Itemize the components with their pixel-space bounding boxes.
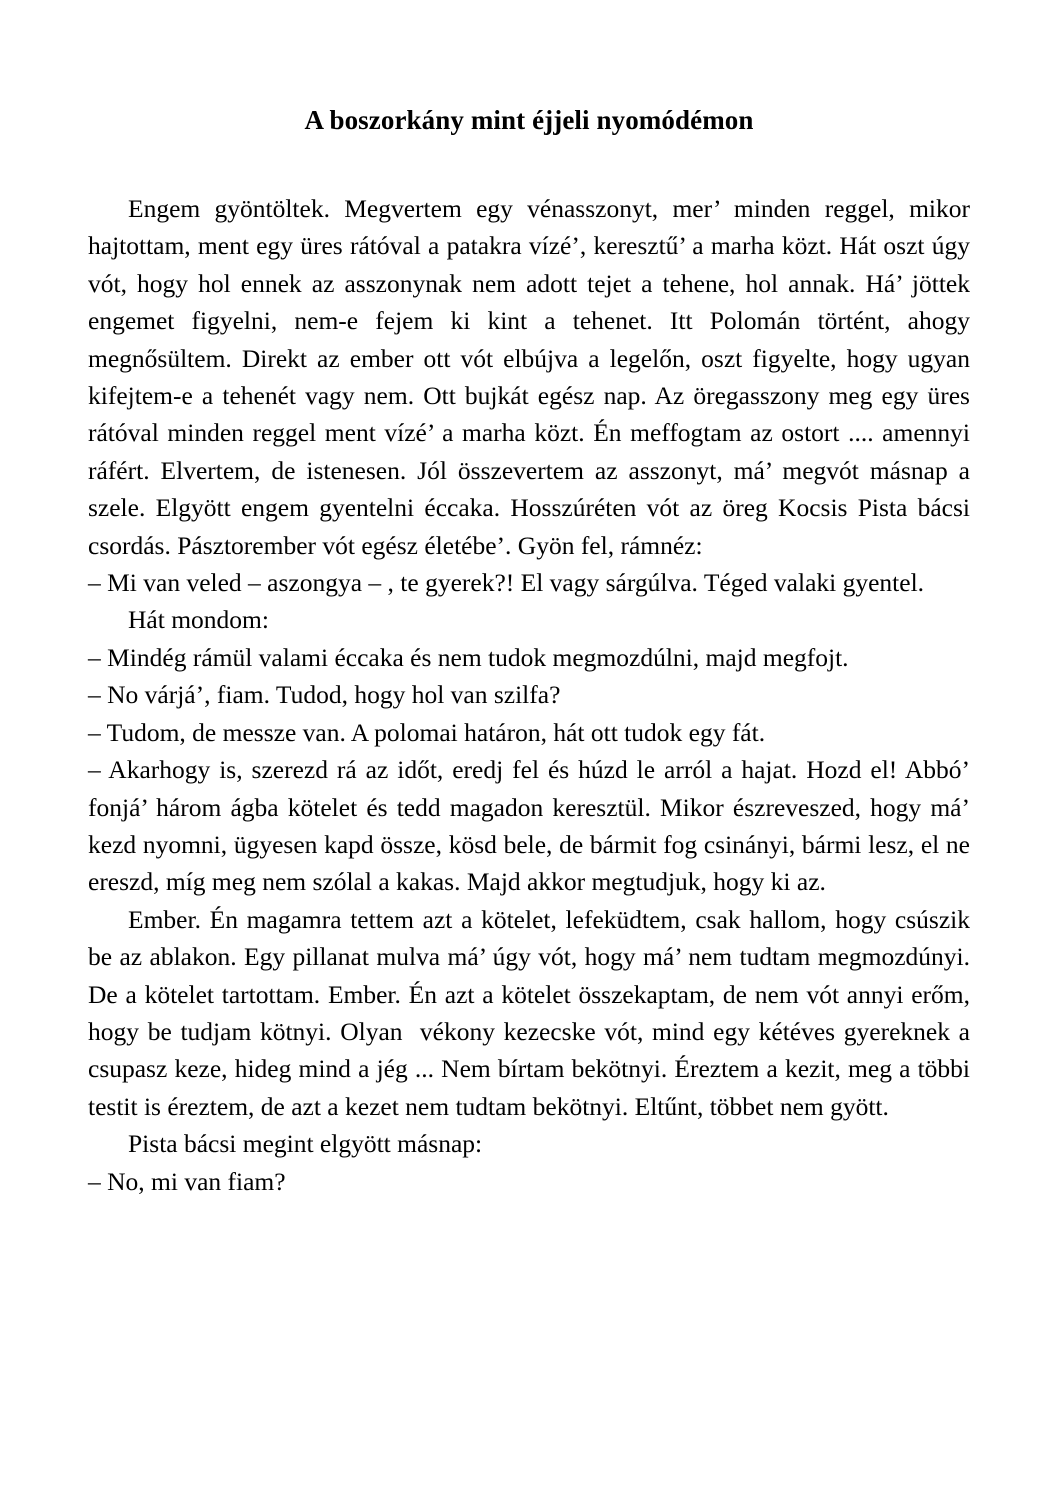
paragraph-opening-narrative: Engem gyöntöltek. Megvertem egy vénasszonyt, mer’ minden reggel, mikor hajtottam, ment egy üres rátóval a patakra vízé’, keresztű’ a marha közt. Hát oszt úgy vót, hogy hol ennek az asszonynak nem adott tejet a tehene, hol annak. Há’ jöttek engemet figyelni, nem-e fejem ki kint a tehenet. Itt Polomán történt, ahogy megnősültem. Direkt az ember ott vót elbújva a legelőn, oszt figyelte, hogy ugyan kifejtem-e a tehenét vagy nem. Ott bujkát egész nap. Az öregasszony meg egy üres rátóval minden reggel ment vízé’ a marha közt. Én meffogtam az ostort .... amennyi ráfért. Elvertem, de istenesen. Jól összevertem az asszonyt, má’ megvót másnap a szele. Elgyött engem gyentelni éccaka. Hosszúréten vót az öreg Kocsis Pista bácsi csordás. Pásztorember vót egész életébe’. Gyön fel, rámnéz:: [88, 194, 977, 560]
paragraph-ember-kotel: Ember. Én magamra tettem azt a kötelet, lefeküdtem, csak hallom, hogy csúszik be az ablakon. Egy pillanat mulva má’ úgy vót, hogy má’ nem tudtam megmozdúnyi. De a kötelet tartottam. Ember. Én azt a kötelet összekaptam, de nem vót annyi erőm, hogy be tudjam kötnyi. Olyan vékony kezecske vót, mind egy kétéves gyereknek a csupasz keze, hideg mind a jég ... Nem bírtam bekötnyi. Éreztem a kezit, meg a többi testit is éreztem, de azt a kezet nem tudtam bekötnyi. Eltűnt, többet nem gyött.: [88, 904, 977, 1121]
dialogue-line-no-varja: – No várjá’, fiam. Tudod, hogy hol van szilfa?: [88, 680, 561, 710]
dialogue-line-pista-question: – Mi van veled – aszongya – , te gyerek?! El vagy sárgúlva. Téged valaki gyentel.: [88, 568, 925, 598]
dialogue-line-tudom-de-messze: – Tudom, de messze van. A polomai határon, hát ott tudok egy fát.: [88, 717, 766, 747]
paragraph-pista-bacsi-masnap: Pista bácsi megint elgyött másnap:: [128, 1129, 483, 1159]
dialogue-line-akarhogy-is: – Akarhogy is, szerezd rá az időt, eredj fel és húzd le arról a hajat. Hozd el! Abbó’ fonjá’ három ágba kötelet és tedd magadon keresztül. Mikor észreveszed, hogy má’ kezd nyomni, ügyesen kapd össze, kösd bele, de bármit fog csinányi, bármi lesz, el ne ereszd, míg meg nem szólal a kakas. Majd akkor megtudjuk, hogy ki az.: [88, 755, 977, 897]
body-text-column: [88, 190, 977, 1200]
dialogue-line-no-mi-van-fiam: – No, mi van fiam?: [88, 1166, 286, 1196]
paragraph-hat-mondom: Hát mondom:: [128, 605, 269, 635]
page-title: A boszorkány mint éjjeli nyomódémon: [304, 105, 754, 136]
dialogue-line-mindeg-ramul: – Mindég rámül valami éccaka és nem tudok megmozdúlni, majd megfojt.: [88, 642, 849, 672]
